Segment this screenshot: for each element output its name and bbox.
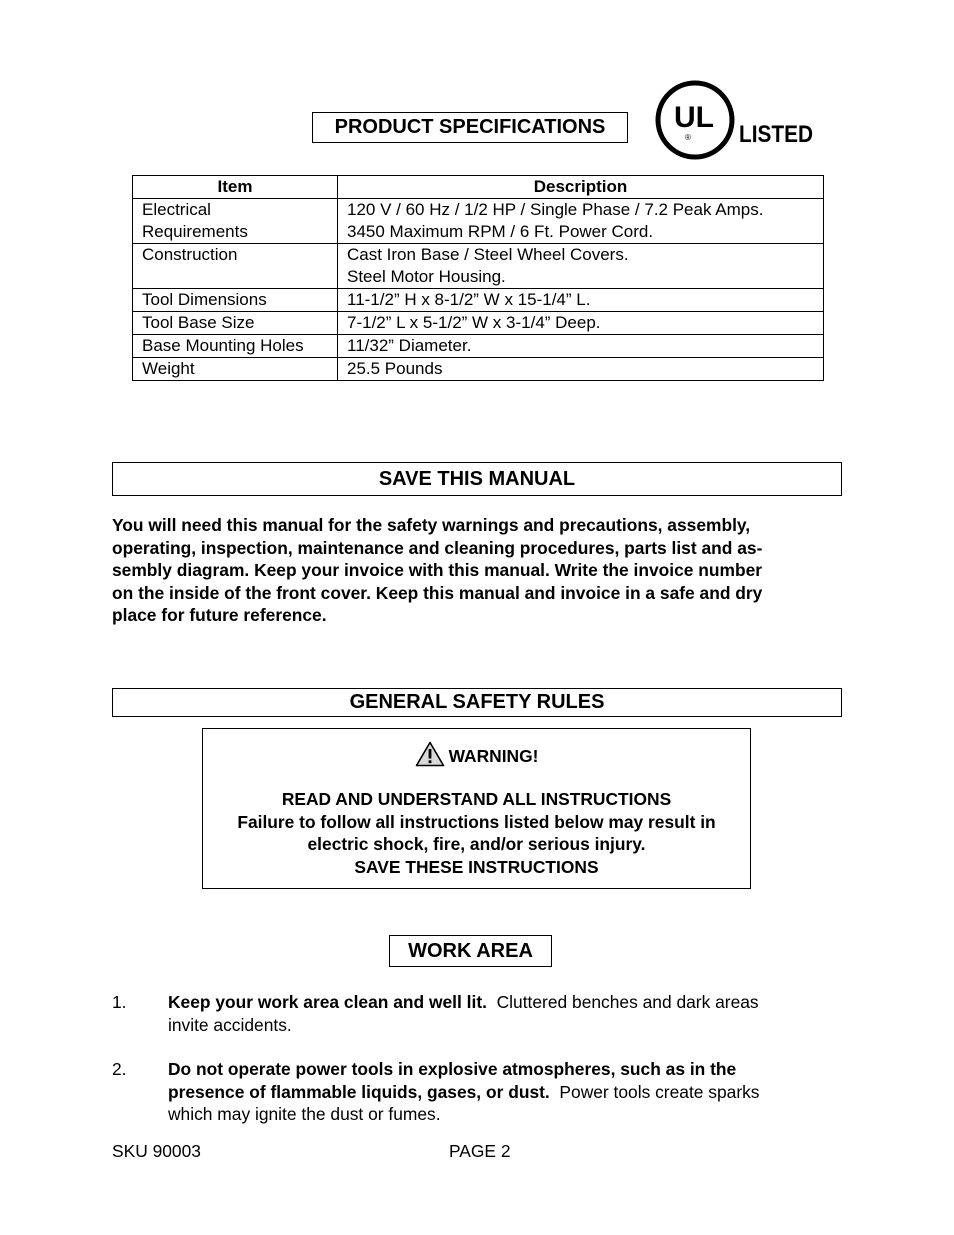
list-item-text xyxy=(168,991,842,1036)
table-cell-description: 25.5 Pounds xyxy=(338,358,824,381)
warning-line: SAVE THESE INSTRUCTIONS xyxy=(354,856,599,877)
paragraph-line: operating, inspection, maintenance and cleaning procedures, parts list and as- xyxy=(112,537,763,558)
spec-table xyxy=(132,175,824,381)
paragraph-line: on the inside of the front cover. Keep this manual and invoice in a safe and dry xyxy=(112,582,763,603)
save-manual-heading: SAVE THIS MANUAL xyxy=(112,462,842,496)
cell-line: Cast Iron Base / Steel Wheel Covers. xyxy=(347,245,629,264)
cell-line: Steel Motor Housing. xyxy=(347,267,506,286)
table-row xyxy=(133,358,824,381)
save-manual-paragraph xyxy=(112,514,842,627)
list-item-text xyxy=(168,1058,842,1126)
paragraph-line: You will need this manual for the safety warnings and precautions, assembly, xyxy=(112,515,751,535)
table-row xyxy=(133,335,824,358)
warning-title: WARNING! xyxy=(448,746,539,766)
warning-triangle-icon xyxy=(415,741,445,767)
table-cell-description xyxy=(338,244,824,289)
footer-page-number: PAGE 2 xyxy=(449,1141,511,1161)
ul-listed-logo xyxy=(655,80,815,162)
list-item-line: which may ignite the dust or fumes. xyxy=(168,1104,441,1125)
paragraph-line: sembly diagram. Keep your invoice with this manual. Write the invoice number xyxy=(112,560,763,581)
paragraph-line: place for future reference. xyxy=(112,605,327,626)
cell-line: 120 V / 60 Hz / 1/2 HP / Single Phase / 7.2 Peak Amps. xyxy=(347,200,764,219)
list-item-bold: Do not operate power tools in explosive atmospheres, such as in the xyxy=(168,1059,737,1079)
warning-line: READ AND UNDERSTAND ALL INSTRUCTIONS xyxy=(281,789,672,809)
list-item-number: 2. xyxy=(112,1059,127,1079)
warning-body xyxy=(203,788,750,878)
list-item-bold: presence of flammable liquids, gases, or dust. xyxy=(168,1081,550,1102)
list-item-line: Power tools create sparks xyxy=(559,1081,760,1102)
table-cell-item: Tool Base Size xyxy=(133,312,338,335)
warning-line: Failure to follow all instructions listed below may result in xyxy=(237,811,716,832)
table-cell-description: 7-1/2” L x 5-1/2” W x 3-1/4” Deep. xyxy=(338,312,824,335)
list-item-line: invite accidents. xyxy=(168,1014,292,1035)
footer-sku: SKU 90003 xyxy=(112,1141,201,1161)
list-item-line: Cluttered benches and dark areas xyxy=(496,992,759,1012)
ul-logo-mark: ® xyxy=(685,133,691,142)
table-cell-description: 11-1/2” H x 8-1/2” W x 15-1/4” L. xyxy=(338,289,824,312)
list-item-number: 1. xyxy=(112,992,127,1012)
column-header-description: Description xyxy=(338,176,824,199)
product-specifications-title: PRODUCT SPECIFICATIONS xyxy=(312,112,628,143)
list-item-bold: Keep your work area clean and well lit. xyxy=(168,992,487,1012)
table-cell-description: 11/32” Diameter. xyxy=(338,335,824,358)
warning-line: electric shock, fire, and/or serious injury. xyxy=(307,834,646,855)
table-row xyxy=(133,312,824,335)
table-row xyxy=(133,244,824,289)
warning-box xyxy=(202,728,751,889)
list-item xyxy=(112,1058,842,1126)
column-header-item: Item xyxy=(133,176,338,199)
ul-logo-u: UL xyxy=(674,101,714,134)
general-safety-heading: GENERAL SAFETY RULES xyxy=(112,688,842,717)
table-cell-item xyxy=(133,199,338,244)
table-row xyxy=(133,199,824,244)
table-cell-item: Weight xyxy=(133,358,338,381)
list-item xyxy=(112,991,842,1036)
table-cell-item: Base Mounting Holes xyxy=(133,335,338,358)
table-header-row xyxy=(133,176,824,199)
cell-line: 3450 Maximum RPM / 6 Ft. Power Cord. xyxy=(347,222,654,241)
warning-title-row xyxy=(203,741,750,769)
work-area-heading: WORK AREA xyxy=(389,935,552,967)
cell-line: Construction xyxy=(142,245,238,264)
cell-line: Electrical xyxy=(142,200,211,219)
ul-logo-listed: LISTED xyxy=(739,121,813,148)
table-row xyxy=(133,289,824,312)
cell-line: Requirements xyxy=(142,222,248,241)
table-cell-item xyxy=(133,244,338,289)
table-cell-item: Tool Dimensions xyxy=(133,289,338,312)
table-cell-description xyxy=(338,199,824,244)
